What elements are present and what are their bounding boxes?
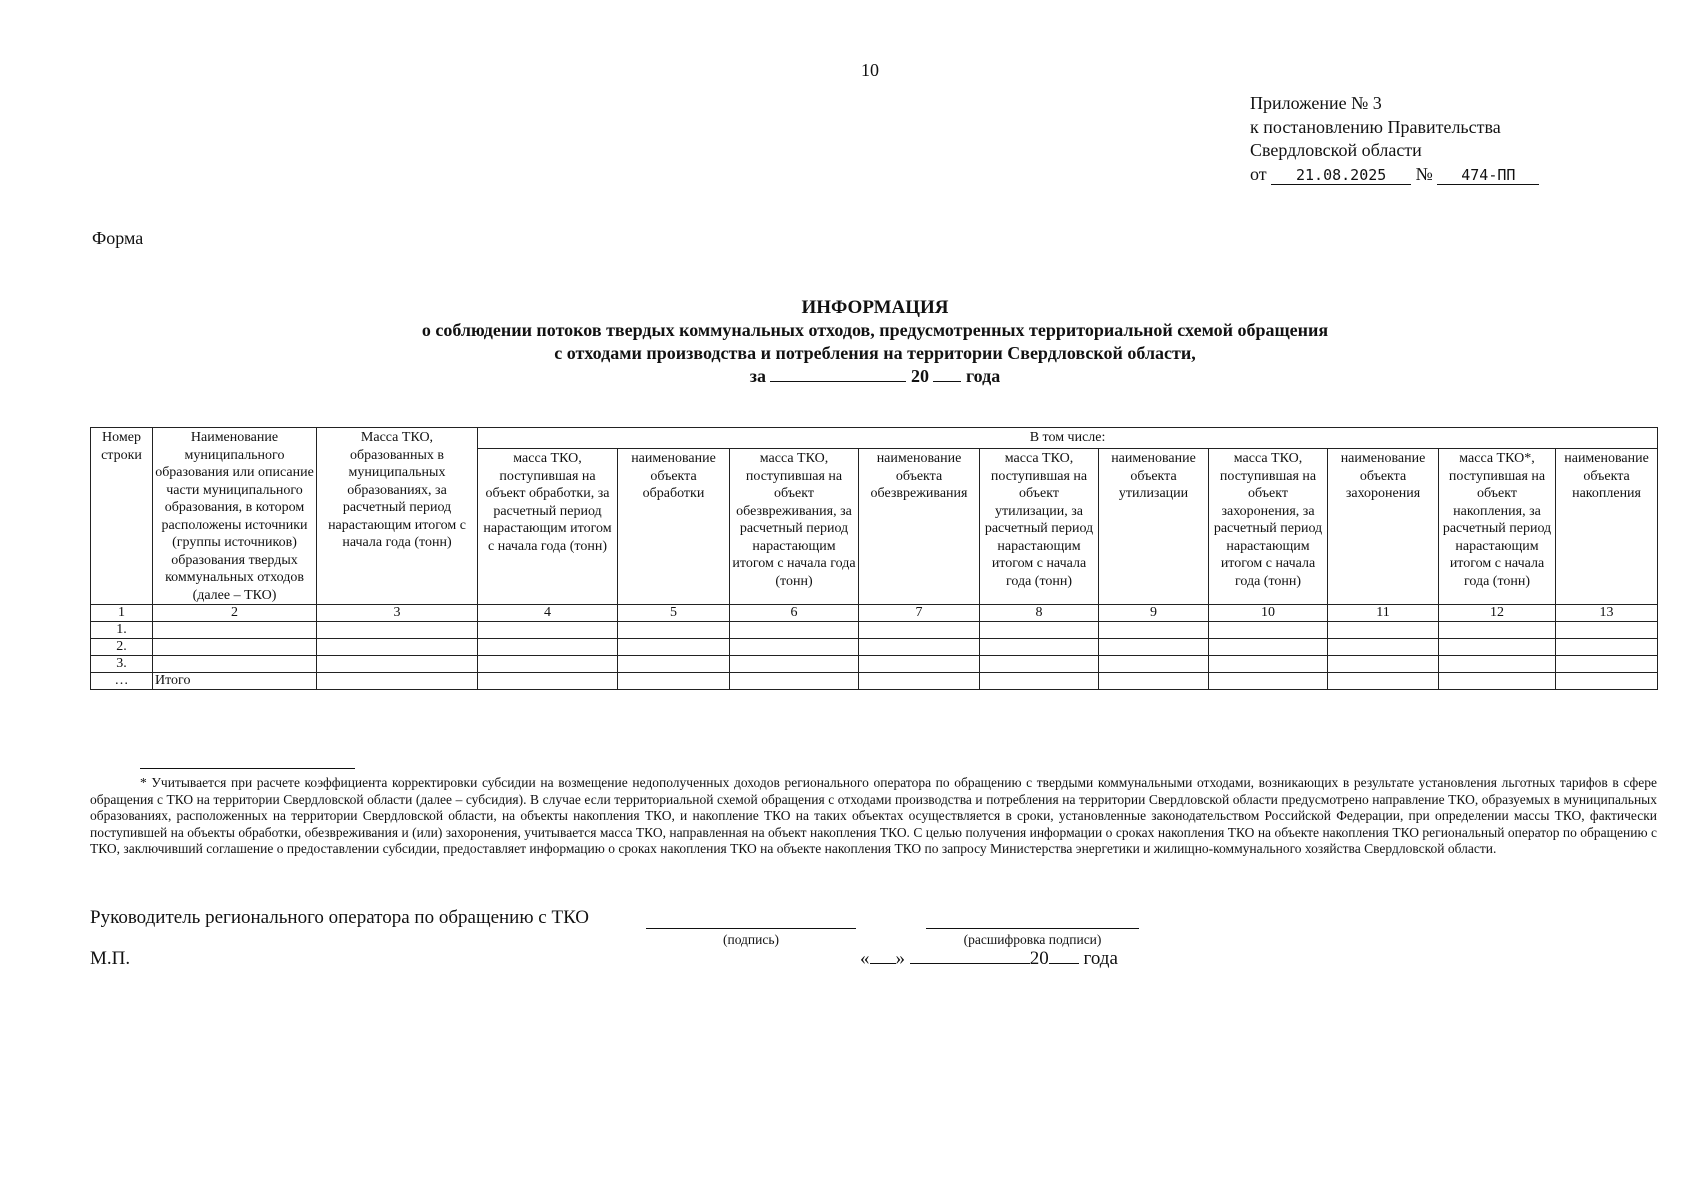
header-total-mass: Масса ТКО, образованных в муниципальных образованиях, за расчетный период нарастающим итогом с начала года (тонн): [317, 428, 478, 605]
resolution-date: 21.08.2025: [1271, 166, 1411, 185]
column-number: 12: [1439, 605, 1556, 622]
table-cell: [618, 639, 730, 656]
appendix-region: Свердловской области: [1250, 140, 1422, 160]
period-blank: [770, 367, 906, 382]
table-cell: [730, 673, 859, 690]
table-cell: [317, 622, 478, 639]
row-name-total: Итого: [153, 673, 317, 690]
row-name: [153, 622, 317, 639]
period-suffix: года: [965, 366, 1001, 386]
column-number: 7: [859, 605, 980, 622]
appendix-block: [1250, 92, 1539, 186]
table-cell: [1209, 673, 1328, 690]
number-prefix: №: [1415, 163, 1433, 184]
date-year-prefix: 20: [1029, 948, 1049, 969]
signature-label: Руководитель регионального оператора по обращению с ТКО: [90, 907, 589, 928]
table-cell: [1439, 673, 1556, 690]
table-cell: [1439, 639, 1556, 656]
column-number: 10: [1209, 605, 1328, 622]
row-name: [153, 639, 317, 656]
table-cell: [1328, 639, 1439, 656]
appendix-title: Приложение № 3: [1250, 93, 1382, 113]
table-cell: [1099, 622, 1209, 639]
header-name-utilization: наименование объекта утилизации: [1099, 449, 1209, 605]
table-cell: [1556, 639, 1658, 656]
row-number: 3.: [91, 656, 153, 673]
table-cell: [1556, 622, 1658, 639]
title-line-3: с отходами производства и потребления на территории Свердловской области,: [554, 343, 1196, 363]
footnote-text: * Учитывается при расчете коэффициента корректировки субсидии на возмещение недополученных доходов регионального оператора по обращению с твердыми коммунальными отходами, возникающих в результате установления льготных тарифов в сфере обращения с ТКО на территории Свердловской области (далее – субсидия). В случае если территориальной схемой обращения с отходами производства и потребления на территории Свердловской области предусмотрено направление ТКО, образуемых в муниципальных образованиях, расположенных на территории Свердловской области, на объекты накопления ТКО, и накопление ТКО на таких объектах осуществляется в сроки, установленные законодательством Российской Федерации, при определении массы ТКО, фактически поступившей на объекты обработки, обезвреживания и (или) захоронения, учитывается масса ТКО, направленная на объект накопления ТКО. С целью получения информации о сроках накопления ТКО на объекте накопления ТКО региональный оператор по обращению с ТКО, заключивший соглашение о предоставлении субсидии, предоставляет информацию о сроках накопления ТКО на объекте накопления ТКО по запросу Министерства энергетики и жилищно-коммунального хозяйства Свердловской области.: [90, 775, 1657, 856]
table-cell: [478, 656, 618, 673]
table-cell: [478, 622, 618, 639]
header-mass-utilization: масса ТКО, поступившая на объект утилизации, за расчетный период нарастающим итогом с начала года (тонн): [980, 449, 1099, 605]
document-title: [0, 296, 1699, 388]
table-cell: [859, 622, 980, 639]
table-cell: [859, 656, 980, 673]
column-number: 8: [980, 605, 1099, 622]
header-row: [91, 428, 1658, 449]
year-blank: [1049, 949, 1079, 964]
appendix-resolution: к постановлению Правительства: [1250, 116, 1501, 137]
header-mass-accumulation: масса ТКО*, поступившая на объект накопления, за расчетный период нарастающим итогом с начала года (тонн): [1439, 449, 1556, 605]
table-cell: [1099, 656, 1209, 673]
decoding-caption: (расшифровка подписи): [963, 932, 1102, 947]
stamp-label: М.П.: [90, 948, 131, 969]
report-table: [90, 427, 1658, 690]
column-number: 9: [1099, 605, 1209, 622]
table-cell: [980, 673, 1099, 690]
column-number: 6: [730, 605, 859, 622]
table-cell: [1209, 639, 1328, 656]
table-cell: [478, 639, 618, 656]
date-quote-open: «: [860, 948, 870, 969]
title-main: ИНФОРМАЦИЯ: [801, 297, 949, 318]
table-cell: [1439, 656, 1556, 673]
header-mass-burial: масса ТКО, поступившая на объект захоронения, за расчетный период нарастающим итогом с начала года (тонн): [1209, 449, 1328, 605]
table-cell: [317, 656, 478, 673]
year-blank: [933, 367, 961, 382]
title-period: [0, 365, 1699, 388]
header-name-neutralization: наименование объекта обезвреживания: [859, 449, 980, 605]
header-name-accumulation: наименование объекта накопления: [1556, 449, 1658, 605]
appendix-date-line: [1250, 163, 1539, 187]
table-cell: [859, 673, 980, 690]
table-cell: [1099, 673, 1209, 690]
column-number: 13: [1556, 605, 1658, 622]
table-cell: [730, 622, 859, 639]
period-year: 20: [910, 366, 929, 386]
month-blank: [910, 949, 1030, 964]
resolution-number: 474-ПП: [1437, 166, 1539, 185]
date-year-suffix: года: [1083, 948, 1118, 969]
table-cell: [1209, 656, 1328, 673]
column-number: 11: [1328, 605, 1439, 622]
column-number: 4: [478, 605, 618, 622]
column-number: 2: [153, 605, 317, 622]
column-number: 5: [618, 605, 730, 622]
table-row-total: [91, 673, 1658, 690]
date-prefix: от: [1250, 163, 1267, 184]
table-cell: [1099, 639, 1209, 656]
column-number: 1: [91, 605, 153, 622]
footnote-divider: [140, 768, 355, 769]
period-prefix: за: [749, 366, 766, 386]
table-cell: [618, 622, 730, 639]
row-number: 2.: [91, 639, 153, 656]
page-number: 10: [861, 60, 879, 80]
table-cell: [317, 673, 478, 690]
table-cell: [1209, 622, 1328, 639]
table-cell: [1439, 622, 1556, 639]
table-cell: [859, 639, 980, 656]
header-row-number: Номер строки: [91, 428, 153, 605]
header-municipality: Наименование муниципального образования или описание части муниципального образования, в котором расположены источники (группы источников) образования твердых коммунальных отходов (далее – ТКО): [153, 428, 317, 605]
header-mass-neutralization: масса ТКО, поступившая на объект обезвреживания, за расчетный период нарастающим итогом с начала года (тонн): [730, 449, 859, 605]
table-cell: [317, 639, 478, 656]
header-including: В том числе:: [478, 428, 1658, 449]
table-row: [91, 639, 1658, 656]
table-cell: [618, 656, 730, 673]
row-number: …: [91, 673, 153, 690]
form-label: Форма: [92, 228, 144, 248]
table-row: [91, 656, 1658, 673]
row-name: [153, 656, 317, 673]
table-cell: [1556, 656, 1658, 673]
signature-caption: (подпись): [722, 932, 780, 947]
column-numbers-row: [91, 605, 1658, 622]
signature-line: [646, 928, 856, 929]
table-cell: [618, 673, 730, 690]
table-cell: [1328, 656, 1439, 673]
header-name-processing: наименование объекта обработки: [618, 449, 730, 605]
table-row: [91, 622, 1658, 639]
table-cell: [980, 622, 1099, 639]
day-blank: [870, 949, 896, 964]
decoding-line: [926, 928, 1139, 929]
table-cell: [1328, 673, 1439, 690]
table-cell: [730, 639, 859, 656]
table-cell: [1328, 622, 1439, 639]
column-number: 3: [317, 605, 478, 622]
table-cell: [730, 656, 859, 673]
date-quote-close: »: [895, 948, 905, 969]
signature-date: [860, 948, 1118, 970]
header-name-burial: наименование объекта захоронения: [1328, 449, 1439, 605]
table-cell: [478, 673, 618, 690]
header-mass-processing: масса ТКО, поступившая на объект обработки, за расчетный период нарастающим итогом с начала года (тонн): [478, 449, 618, 605]
table-cell: [980, 656, 1099, 673]
table-cell: [1556, 673, 1658, 690]
row-number: 1.: [91, 622, 153, 639]
table-cell: [980, 639, 1099, 656]
title-line-2: о соблюдении потоков твердых коммунальных отходов, предусмотренных территориальной схемой обращения: [421, 320, 1329, 340]
